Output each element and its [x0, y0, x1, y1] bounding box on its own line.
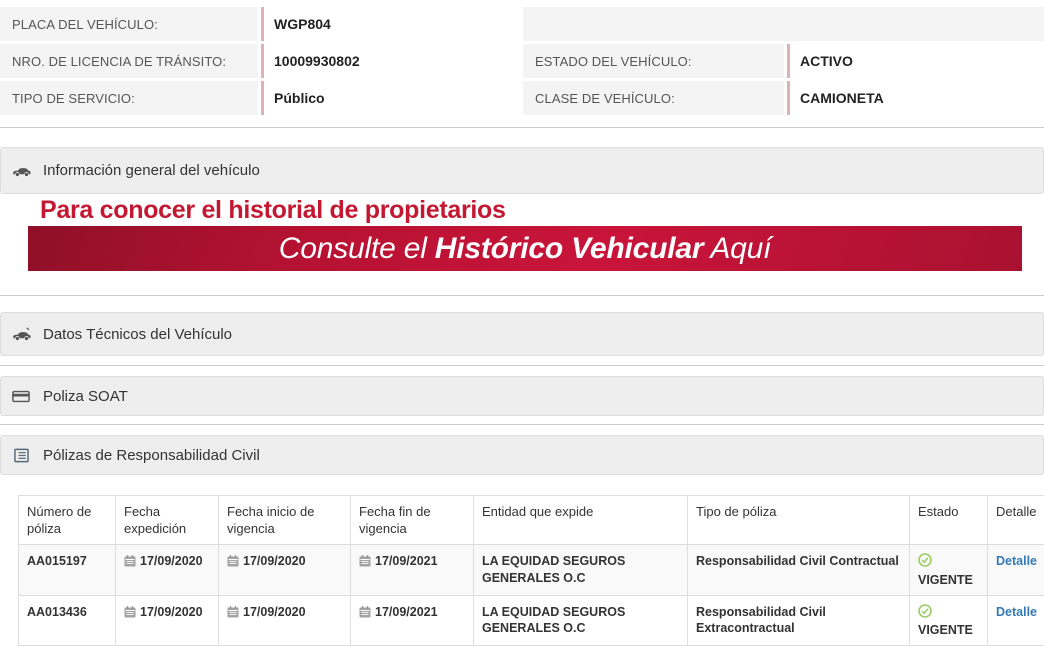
fecha-fin-vigencia [351, 544, 474, 595]
fecha-expedicion [116, 595, 219, 646]
fecha-inicio-vigencia [219, 544, 351, 595]
section-divider [0, 295, 1044, 296]
detalle-link[interactable]: Detalle [996, 605, 1037, 619]
date-value: 17/09/2021 [375, 605, 438, 619]
detalle-link[interactable]: Detalle [996, 554, 1037, 568]
historico-banner [0, 197, 1044, 271]
banner-heading: Para conocer el historial de propietarios [40, 197, 1044, 223]
calendar-icon [227, 606, 239, 623]
detalle-cell [988, 595, 1044, 646]
col-fecha-expedicion: Fecha expedición [116, 496, 219, 545]
clase-vehiculo-value: CAMIONETA [787, 81, 1044, 115]
car-icon [11, 327, 31, 342]
date-value: 17/09/2020 [243, 605, 306, 619]
credit-card-icon [11, 390, 31, 403]
estado-vehiculo-label: ESTADO DEL VEHÍCULO: [523, 44, 784, 78]
banner-text: Consulte el [279, 232, 435, 265]
section-divider [0, 365, 1044, 366]
fecha-fin-vigencia [351, 595, 474, 646]
tipo-poliza: Responsabilidad Civil Extracontractual [688, 595, 910, 646]
accordion-polizas-rc[interactable] [0, 435, 1044, 475]
accordion-poliza-soat[interactable] [0, 376, 1044, 416]
col-estado: Estado [910, 496, 988, 545]
table-row [19, 595, 1044, 646]
accordion-label: Poliza SOAT [43, 388, 128, 405]
placa-value: WGP804 [261, 7, 520, 41]
calendar-icon [359, 606, 371, 623]
car-icon [11, 164, 31, 178]
col-tipo-poliza: Tipo de póliza [688, 496, 910, 545]
col-numero-poliza: Número de póliza [19, 496, 116, 545]
accordion-label: Datos Técnicos del Vehículo [43, 326, 232, 343]
banner-text: Aquí [703, 232, 771, 265]
date-value: 17/09/2020 [140, 605, 203, 619]
clase-vehiculo-label: CLASE DE VEHÍCULO: [523, 81, 784, 115]
estado-value: VIGENTE [918, 573, 973, 587]
col-fecha-fin: Fecha fin de vigencia [351, 496, 474, 545]
accordion-label: Información general del vehículo [43, 162, 260, 179]
historico-vehicular-link[interactable] [28, 226, 1022, 271]
calendar-icon [227, 555, 239, 572]
licencia-value: 10009930802 [261, 44, 520, 78]
calendar-icon [359, 555, 371, 572]
section-divider [0, 127, 1044, 128]
accordion-informacion-general[interactable] [0, 147, 1044, 194]
col-fecha-inicio: Fecha inicio de vigencia [219, 496, 351, 545]
fecha-expedicion [116, 544, 219, 595]
date-value: 17/09/2020 [140, 554, 203, 568]
col-entidad: Entidad que expide [474, 496, 688, 545]
estado-cell [910, 595, 988, 646]
tipo-servicio-value: Público [261, 81, 520, 115]
numero-poliza: AA015197 [19, 544, 116, 595]
table-row [19, 544, 1044, 595]
empty-cell [523, 7, 1044, 41]
estado-cell [910, 544, 988, 595]
licencia-label: NRO. DE LICENCIA DE TRÁNSITO: [0, 44, 258, 78]
check-circle-icon [918, 604, 932, 623]
calendar-icon [124, 555, 136, 572]
banner-text-bold: Histórico Vehicular [435, 232, 704, 265]
fecha-inicio-vigencia [219, 595, 351, 646]
calendar-icon [124, 606, 136, 623]
tipo-poliza: Responsabilidad Civil Contractual [688, 544, 910, 595]
date-value: 17/09/2021 [375, 554, 438, 568]
tipo-servicio-label: TIPO DE SERVICIO: [0, 81, 258, 115]
col-detalle: Detalle [988, 496, 1044, 545]
numero-poliza: AA013436 [19, 595, 116, 646]
date-value: 17/09/2020 [243, 554, 306, 568]
table-header-row [19, 496, 1044, 545]
list-icon [11, 448, 31, 463]
entidad-expide: LA EQUIDAD SEGUROS GENERALES O.C [474, 595, 688, 646]
detalle-cell [988, 544, 1044, 595]
section-divider [0, 424, 1044, 425]
accordion-datos-tecnicos[interactable] [0, 312, 1044, 356]
placa-label: PLACA DEL VEHÍCULO: [0, 7, 258, 41]
estado-vehiculo-value: ACTIVO [787, 44, 1044, 78]
policies-table [18, 495, 1044, 646]
accordion-label: Pólizas de Responsabilidad Civil [43, 447, 260, 464]
estado-value: VIGENTE [918, 623, 973, 637]
entidad-expide: LA EQUIDAD SEGUROS GENERALES O.C [474, 544, 688, 595]
check-circle-icon [918, 553, 932, 572]
vehicle-info-table [0, 7, 1044, 115]
